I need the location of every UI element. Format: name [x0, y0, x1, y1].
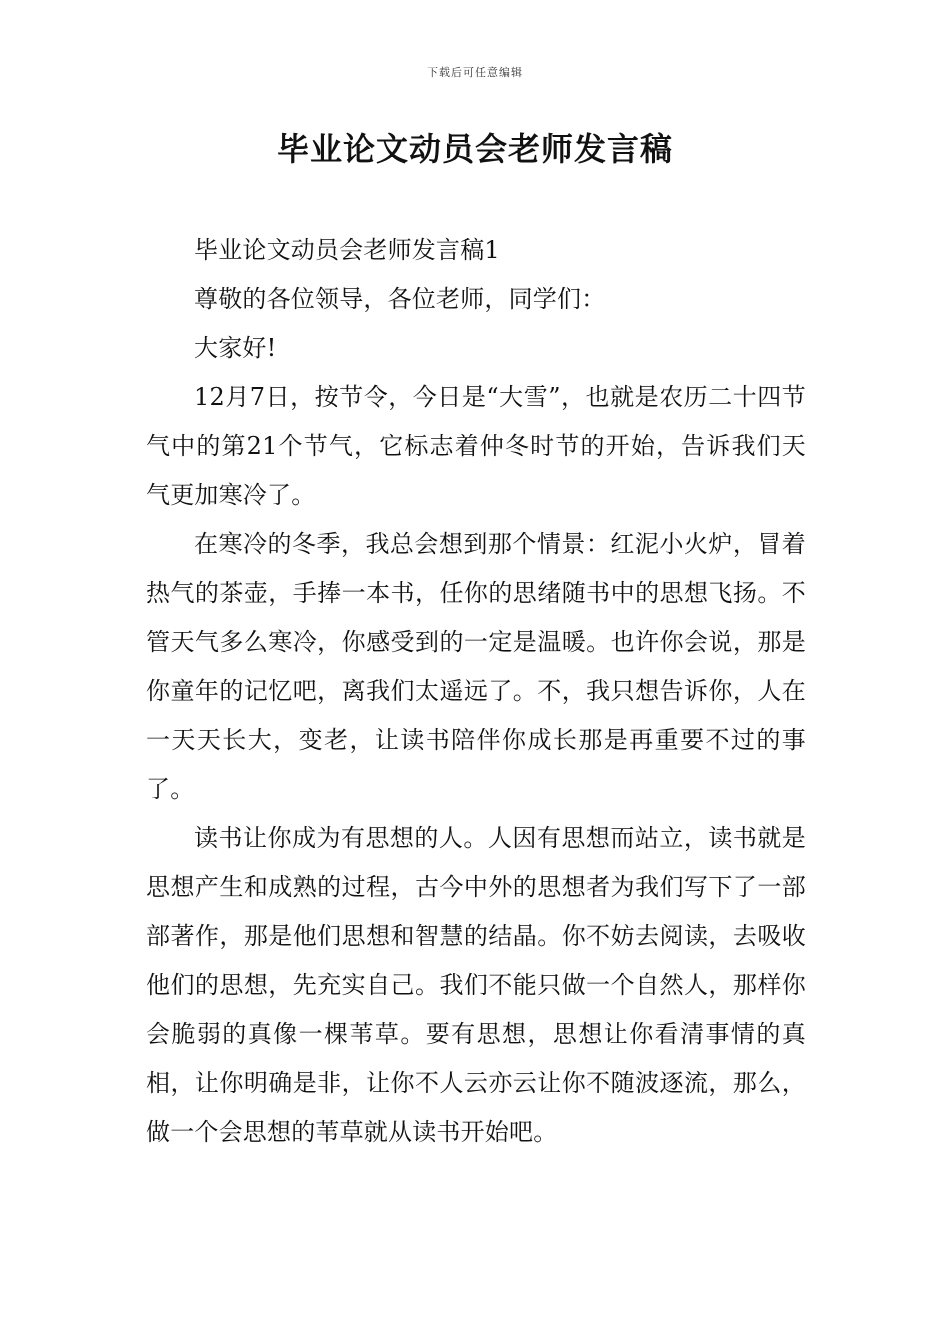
paragraph-subtitle: 毕业论文动员会老师发言稿1 — [194, 236, 500, 264]
paragraph-salutation: 尊敬的各位领导，各位老师，同学们： — [194, 285, 606, 313]
paragraph-body-1: 12月7日，按节令，今日是“大雪”，也就是农历二十四节气中的第21个节气，它标志着仲冬时节的开始，告诉我们天气更加寒冷了。 — [146, 383, 806, 509]
paragraph-greeting: 大家好! — [194, 334, 277, 362]
document-body — [146, 226, 806, 1157]
paragraph-body-3: 读书让你成为有思想的人。人因有思想而站立，读书就是思想产生和成熟的过程，古今中外的思想者为我们写下了一部部著作，那是他们思想和智慧的结晶。你不妨去阅读，去吸收他们的思想，先充实自己。我们不能只做一个自然人，那样你会脆弱的真像一棵苇草。要有思想，思想让你看清事情的真相，让你明确是非，让你不人云亦云让你不随波逐流，那么，做一个会思想的苇草就从读书开始吧。 — [146, 824, 806, 1146]
paragraph-body-2: 在寒冷的冬季，我总会想到那个情景：红泥小火炉，冒着热气的茶壶，手捧一本书，任你的思绪随书中的思想飞扬。不管天气多么寒冷，你感受到的一定是温暖。也许你会说，那是你童年的记忆吧，离我们太遥远了。不，我只想告诉你，人在一天天长大，变老，让读书陪伴你成长那是再重要不过的事了。 — [146, 530, 806, 803]
header-note: 下载后可任意编辑 — [427, 66, 523, 79]
page-title: 毕业论文动员会老师发言稿 — [276, 130, 673, 168]
